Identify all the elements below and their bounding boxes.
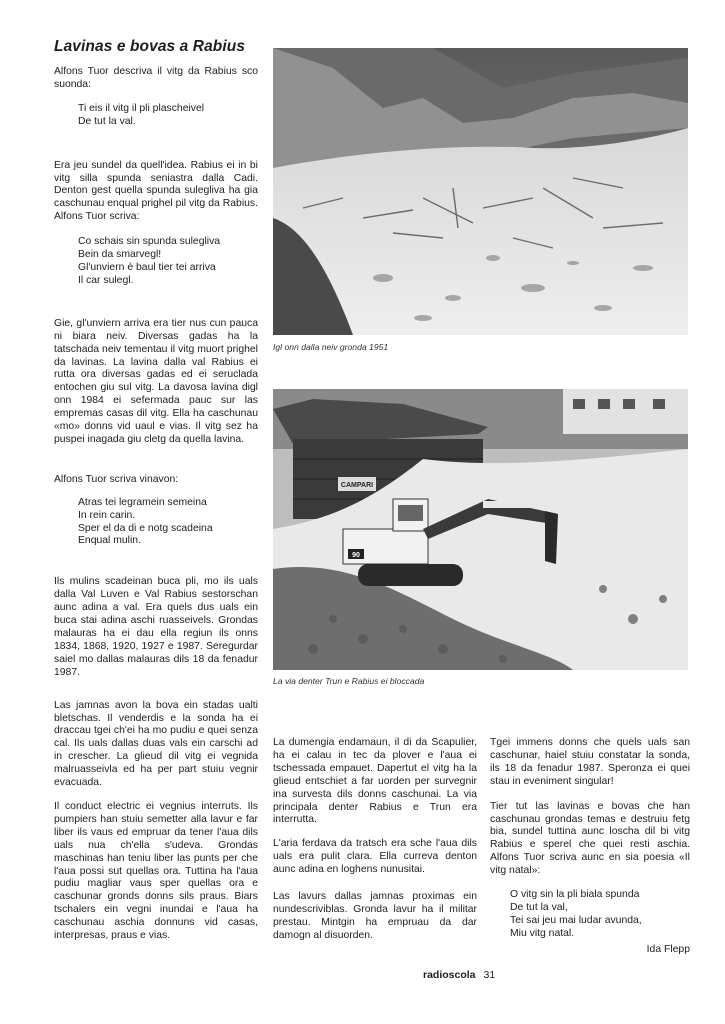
verse-line: Tei sai jeu mai ludar avunda, bbox=[510, 914, 642, 926]
verse bbox=[54, 103, 258, 129]
paragraph: L'aria ferdava da tratsch era sche l'aua dils uals era pulit clara. Ella curreva denton aunc adina en loghens nunusitai. bbox=[273, 838, 477, 876]
verse-line: Gl'unviern è baul tier tei arriva bbox=[78, 261, 216, 273]
photo-avalanche-graphic bbox=[273, 48, 688, 335]
paragraph: Tier tut las lavinas e bovas che han caschunau grondas temas e destruiu fetg bia, sundel tuttina aunc loscha dil bi vitg Rabius e sperel che quei resti aschia. Alfons Tuor scriva aunc en sia poesia «Il vitg natal»: bbox=[490, 800, 690, 877]
verse-line: Atras tei legramein semeina bbox=[78, 496, 207, 508]
verse-line: Enqual mulin. bbox=[78, 535, 141, 547]
paragraph: Era jeu sundel da quell'idea. Rabius ei in bi vitg silla spunda seniastra dalla Cadi. Denton gest quella spunda sulegliva ha gia caschunau enqual prighel pil vitg da Rabius. Alfons Tuor scriva: bbox=[54, 159, 258, 223]
author-signature: Ida Flepp bbox=[646, 944, 690, 955]
column-middle bbox=[273, 737, 477, 943]
verse-line: Co schais sin spunda sulegliva bbox=[78, 236, 221, 248]
article-title: Lavinas e bovas a Rabius bbox=[54, 38, 246, 55]
verse-line: Miu vitg natal. bbox=[510, 927, 575, 939]
verse bbox=[54, 497, 258, 549]
verse-line: Bein da smarvegl! bbox=[78, 249, 162, 261]
page-footer bbox=[423, 969, 495, 981]
paragraph: Gie, gl'unviern arriva era tier nus cun pauca ni biara neiv. Diversas gadas ha la tatschada neiv tementau il vitg muort prighel da lavinas. La lavina dalla val Rabius ei rutta ora diversas gadas ed ei seruclada entochen giu sul vitg. La davosa lavina digl onn 1984 ei sefermada pauc sur las empremas casas dil vitg. Ella ha caschunau «mo» donns vid uaul e vias. Il vitg sez ha puspei inagada giu cletg da quella lavina. bbox=[54, 317, 258, 445]
verse-line: O vitg sin la pli biala spunda bbox=[510, 889, 640, 901]
paragraph: La dumengia endamaun, il di da Scapulier, ha ei calau in tec da plover e l'aua ei tschessada empauet. Dapertut el vitg ha la glieud entschiet a far uorden per survegnir ina survesta dils donns caschunai. La via principala denter Rabius e Trun era interrutta. bbox=[273, 737, 477, 826]
campari-sign: CAMPARI bbox=[340, 482, 374, 489]
photo-caption: La via denter Trun e Rabius ei bloccada bbox=[273, 676, 425, 686]
photo-excavator-graphic bbox=[273, 389, 688, 670]
paragraph: Ils mulins scadeinan buca pli, mo ils uals dalla Val Luven e Val Rabius sestorschan aunc adina a val. Era quels dus uals ein buca stai adina aschi ruasseivels. Grondas malauras ha ei dau ella regiun ils onns 1834, 1868, 1920, 1927 e 1987. Seregurdar saiel mo dallas malauras dils 18 da fenadur 1987. bbox=[54, 576, 258, 678]
publication-name: radioscola bbox=[423, 969, 476, 981]
excavator-number: 90 bbox=[352, 552, 360, 559]
verse-line: Ti eis il vitg il pli plascheivel bbox=[78, 102, 205, 114]
paragraph: Las jamnas avon la bova ein stadas ualti bletschas. Il venderdis e la sonda ha ei draccau tgei ch'ei ha mo pudiu e quei senza cal. Ils uals dallas duas vals ein carschi ad in crescher. La glieud dil vitg ei vegnida malruasseivla ed ha per part stuiu vegnir evacuada. bbox=[54, 699, 258, 789]
paragraph: Alfons Tuor descriva il vitg da Rabius sco suonda: bbox=[54, 66, 258, 90]
column-left bbox=[54, 66, 258, 943]
photo-avalanche-1951 bbox=[273, 48, 688, 335]
verse-line: De tut la val. bbox=[78, 115, 136, 127]
verse-line: In rein carin. bbox=[78, 509, 136, 521]
verse-line: Il car sulegl. bbox=[78, 274, 134, 286]
verse bbox=[54, 236, 258, 288]
paragraph: Il conduct electric ei vegnius interruts. Ils pumpiers han stuiu semetter alla lavur e far liber ils vaus ed empruar da tener l'aua dils uals nua ch'ella s'udeva. Grondas maschinas han teniu liber las punts per che l'aua possi sut quellas ora. Tuttina ha l'aua pudiu magliar vaus sper quellas ora e caschunar gronds donns sils praus. Biars tschalers ein vegni inundai e l'aua ha caschunau aschia donnuns vid casas, interpresas, praus e vias. bbox=[54, 800, 258, 942]
verse-line: De tut la val, bbox=[510, 901, 568, 913]
paragraph: Tgei immens donns che quels uals san caschunar, haiel stuiu constatar la sonda, ils 18 da fenadur 1987. Speronza ei quei stau in eveniment singular! bbox=[490, 737, 690, 787]
paragraph: Alfons Tuor scriva vinavon: bbox=[54, 473, 179, 485]
photo-caption: Igl onn dalla neiv gronda 1951 bbox=[273, 342, 389, 352]
verse bbox=[490, 889, 690, 941]
paragraph: Las lavurs dallas jamnas proximas ein nundescriviblas. Gronda lavur ha il militar prestau. Mintgin ha empruau da dar damogn al disuorden. bbox=[273, 891, 477, 941]
photo-blocked-road bbox=[273, 389, 688, 670]
column-right bbox=[490, 737, 690, 941]
page-number: 31 bbox=[483, 969, 496, 981]
verse-line: Sper el da di e notg scadeina bbox=[78, 522, 213, 534]
